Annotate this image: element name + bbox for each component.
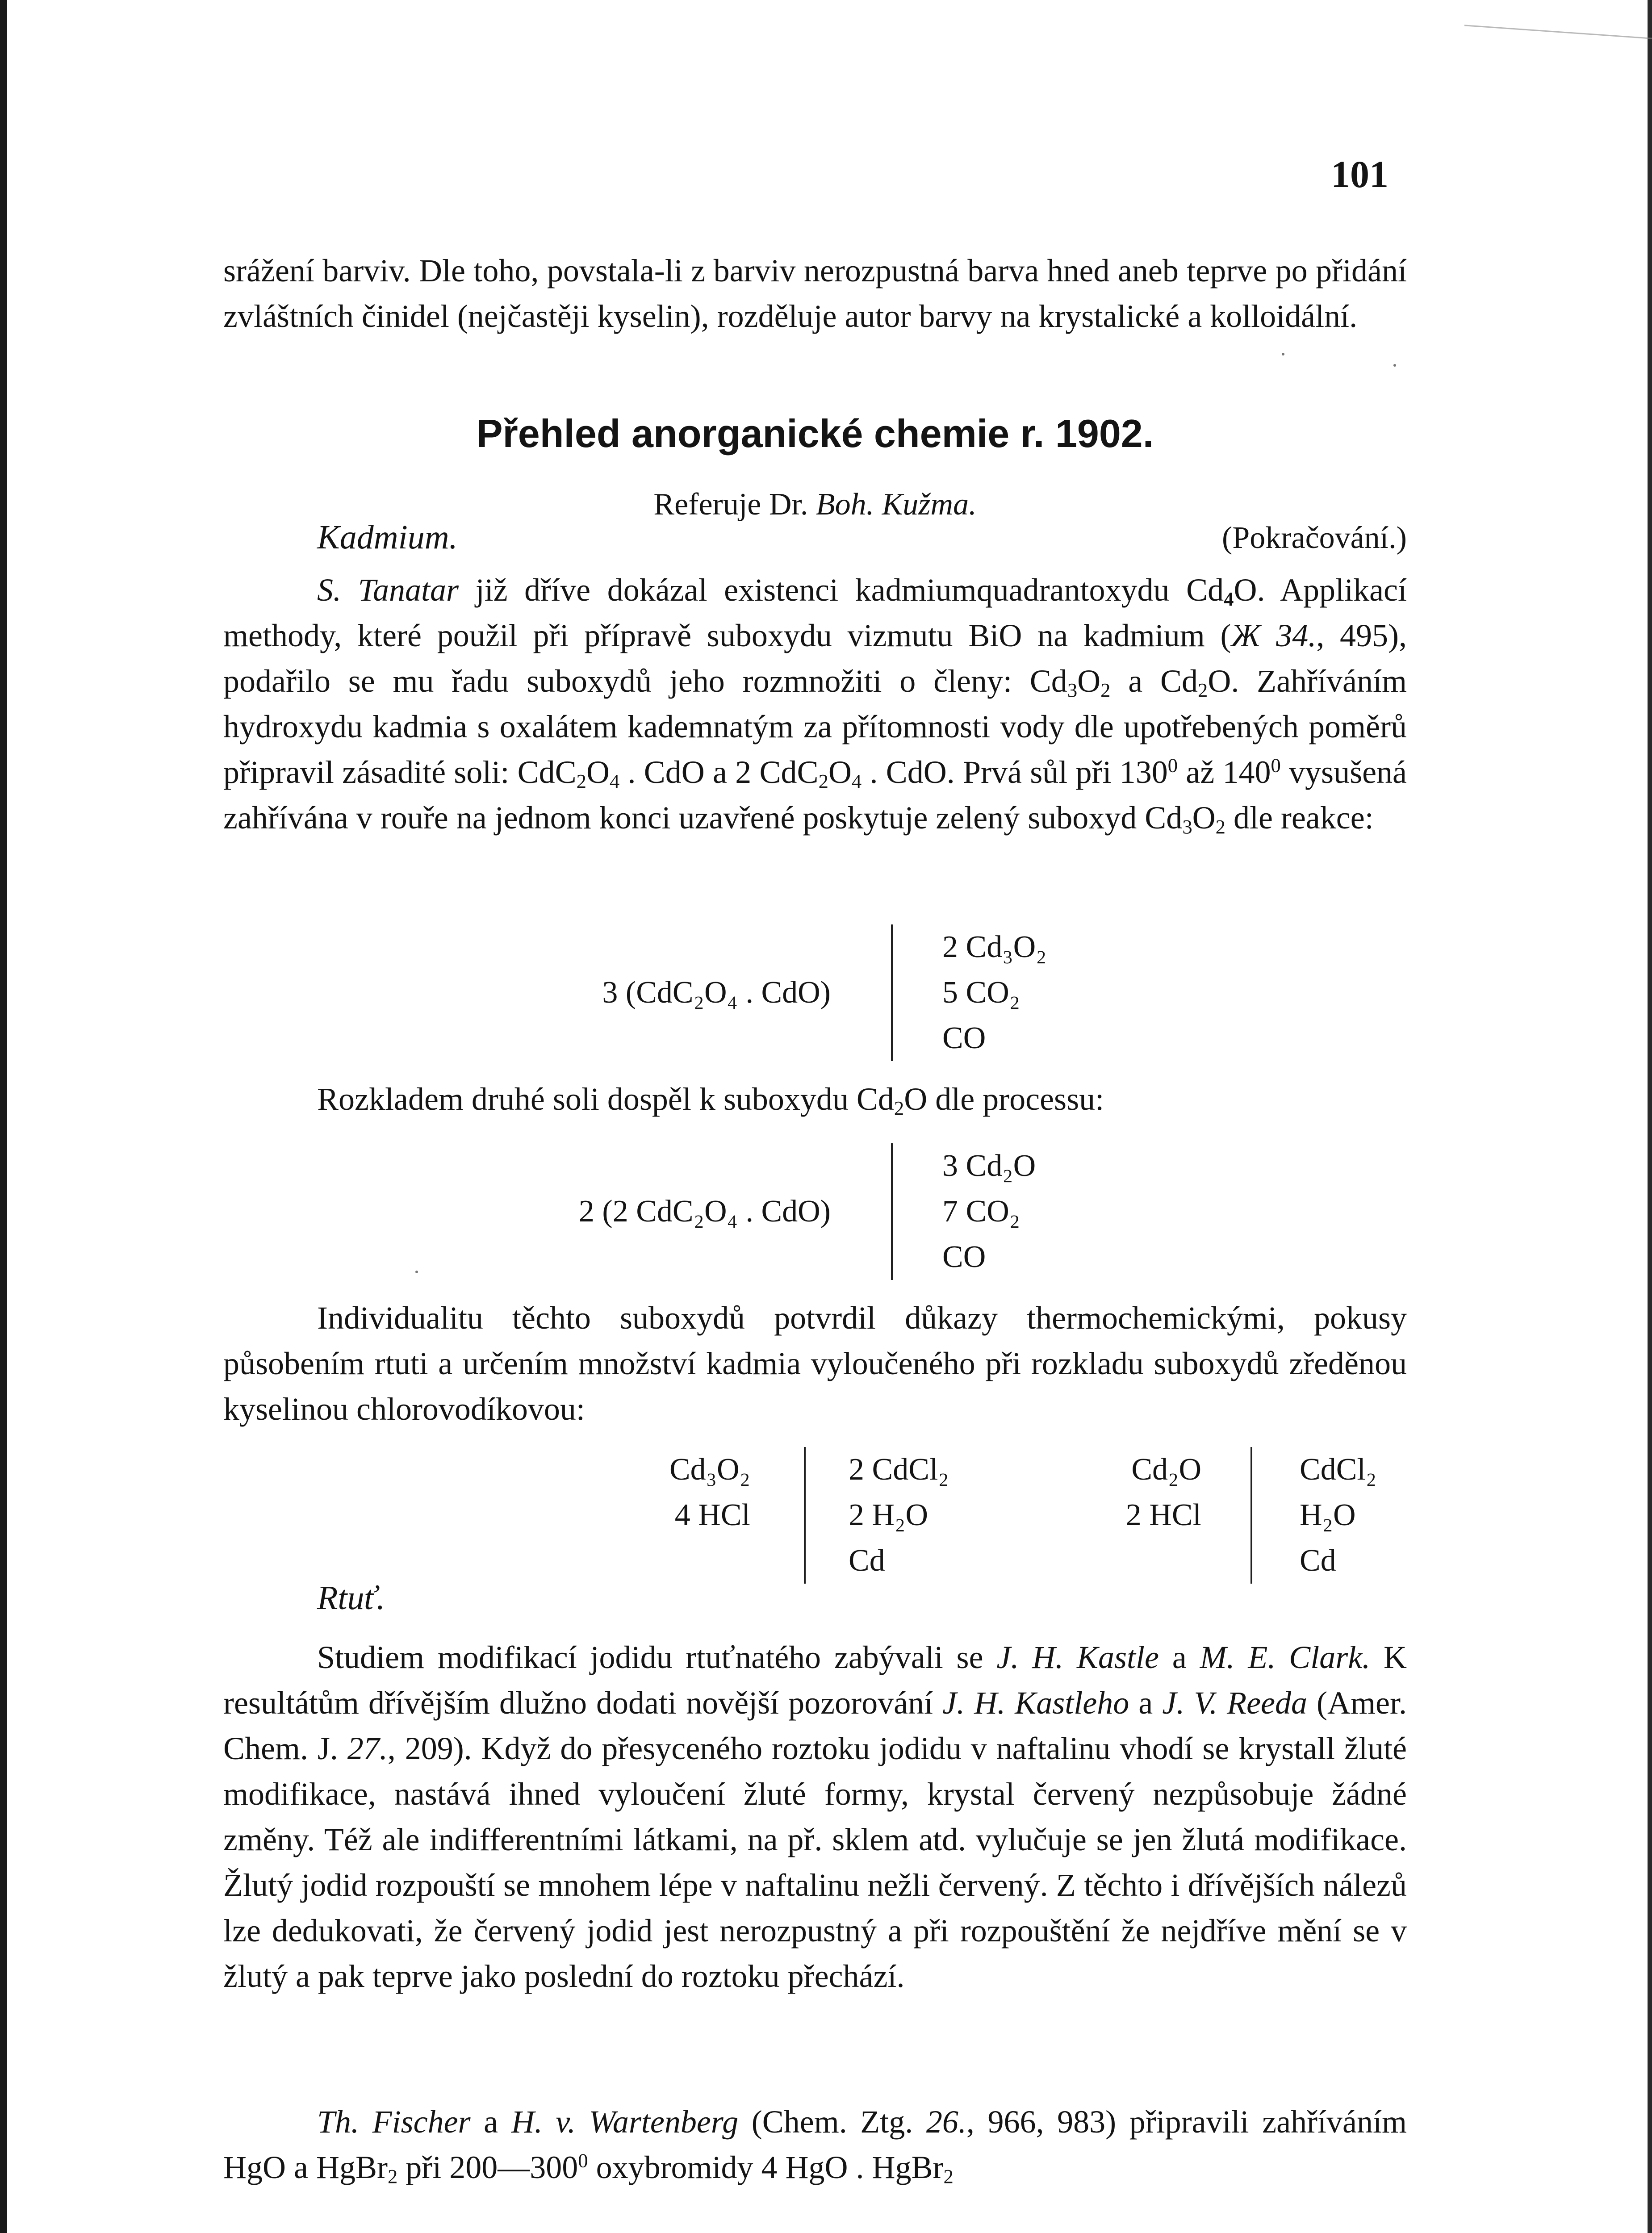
equation-3a-divider: [804, 1447, 806, 1584]
equation-1-right: 2 Cd₃O₂ 5 CO₂ CO: [942, 930, 1047, 1055]
equation-3b-divider: [1251, 1447, 1252, 1584]
author-kastle: J. H. Kastle: [996, 1639, 1159, 1675]
journal-ref: Ж 34.: [1231, 618, 1317, 653]
referee-prefix: Referuje Dr.: [653, 487, 808, 522]
page-number: 101: [1331, 153, 1389, 196]
scan-speck: [415, 1271, 418, 1273]
equation-3b-right: CdCl₂ H₂O Cd: [1300, 1452, 1377, 1578]
scan-speck: [1393, 364, 1396, 367]
equation-1: [223, 924, 1407, 1067]
intro-paragraph: srážení barviv. Dle toho, povstala-li z barviv nerozpustná barva hned aneb teprve po přidání zvláštních činidel (nejčastěji kyselin), rozděluje autor barvy na krystalické a kolloidální.: [223, 253, 1407, 334]
equation-2-right: 3 Cd₂O 7 CO₂ CO: [942, 1149, 1036, 1274]
equation-1-divider: [891, 924, 893, 1061]
scan-edge-right: [1648, 0, 1652, 2233]
author-wartenberg: H. v. Wartenberg: [511, 2104, 739, 2140]
cadmium-paragraph-1: S. Tanatar již dříve dokázal existenci kadmiumquadrantoxydu $Cd_4O$. Applikací methody, které použil při přípravě suboxydu vizmutu BiO na kadmium (Ж 34., 495), podařilo se mu řadu suboxydů jeho rozmnožiti o členy: $Cd_3O_2$ a $Cd_2O$. Zahříváním hydroxydu kadmia s oxalátem kademnatým za přítomnosti vody dle upotřebených poměrů připravil zásadité soli: $CdC_2O_4$ . CdO a 2 $CdC_2O_4$ . CdO. Prvá sůl při $130^0$ až $140^0$ vysušená zahřívána v rouře na jednom konci uzavřené poskytuje zelený suboxyd $Cd_3O_2$ dle reakce:: [223, 572, 1407, 838]
cadmium-paragraph-2: Rozkladem druhé soli dospěl k suboxydu $Cd_2O$ dle processu:: [317, 1081, 1104, 1120]
equation-2: [223, 1143, 1407, 1286]
equation-2-left: 2 (2 CdC₂O₄ . CdO): [578, 1194, 831, 1229]
author-reeda: J. V. Reeda: [1162, 1685, 1307, 1721]
author-kastleho: J. H. Kastleho: [942, 1685, 1129, 1721]
equation-3: [223, 1447, 1407, 1590]
scan-edge-left: [0, 0, 7, 2233]
referee-name: Boh. Kužma.: [816, 487, 977, 522]
continued-note: (Pokračování.): [1221, 521, 1407, 555]
journal-ref-amer: 27.: [347, 1731, 388, 1766]
author-fischer: Th. Fischer: [317, 2104, 471, 2140]
section-label-cadmium: Kadmium.: [317, 519, 458, 556]
equation-3a-right: 2 CdCl₂ 2 H₂O Cd: [849, 1452, 949, 1578]
scan-artifact: [1464, 0, 1652, 39]
referee-line: [223, 487, 1407, 523]
author-tanatar: S. Tanatar: [317, 572, 459, 608]
section-heading: Přehled anorganické chemie r. 1902.: [476, 411, 1154, 456]
scan-speck: [1282, 353, 1284, 355]
cadmium-paragraph-3: Individualitu těchto suboxydů potvrdil důkazy thermochemickými, pokusy působením rtuti a určením množství kadmia vyloučeného při rozkladu suboxydů zředěnou kyselinou chlorovodíkovou:: [223, 1300, 1407, 1427]
equation-3b-left: Cd₂O 2 HCl: [1125, 1452, 1201, 1532]
section-label-mercury: Rtuť.: [317, 1579, 385, 1617]
mercury-paragraph-2: Th. Fischer a H. v. Wartenberg (Chem. Ztg. 26., 966, 983) připravili zahříváním HgO a HgBr$_2$ při $200—300^0$ oxybromidy 4 HgO . HgBr$_2$: [223, 2104, 1407, 2188]
journal-ref-chem-ztg: 26.: [926, 2104, 966, 2140]
author-clark: M. E. Clark.: [1200, 1639, 1371, 1675]
equation-2-divider: [891, 1143, 893, 1280]
mercury-paragraph-1: Studiem modifikací jodidu rtuťnatého zabývali se J. H. Kastle a M. E. Clark. K resultátům dřívějším dlužno dodati novější pozorování J. H. Kastleho a J. V. Reeda (Amer. Chem. J. 27., 209). Když do přesyceného roztoku jodidu v naftalinu vhodí se krystall žluté modifikace, nastává ihned vyloučení žluté formy, krystal červený nezpůsobuje žádné změny. Též ale indifferentními látkami, na př. sklem atd. vylučuje se jen žlutá modifikace. Žlutý jodid rozpouští se mnohem lépe v naftalinu nežli červený. Z těchto i dřívějších nálezů lze dedukovati, že červený jodid jest nerozpustný a při rozpouštění že nejdříve mění se v žlutý a pak teprve jako poslední do roztoku přechází.: [223, 1639, 1407, 1994]
equation-3a-left: Cd₃O₂ 4 HCl: [669, 1452, 750, 1532]
equation-1-left: 3 (CdC₂O₄ . CdO): [602, 975, 831, 1010]
